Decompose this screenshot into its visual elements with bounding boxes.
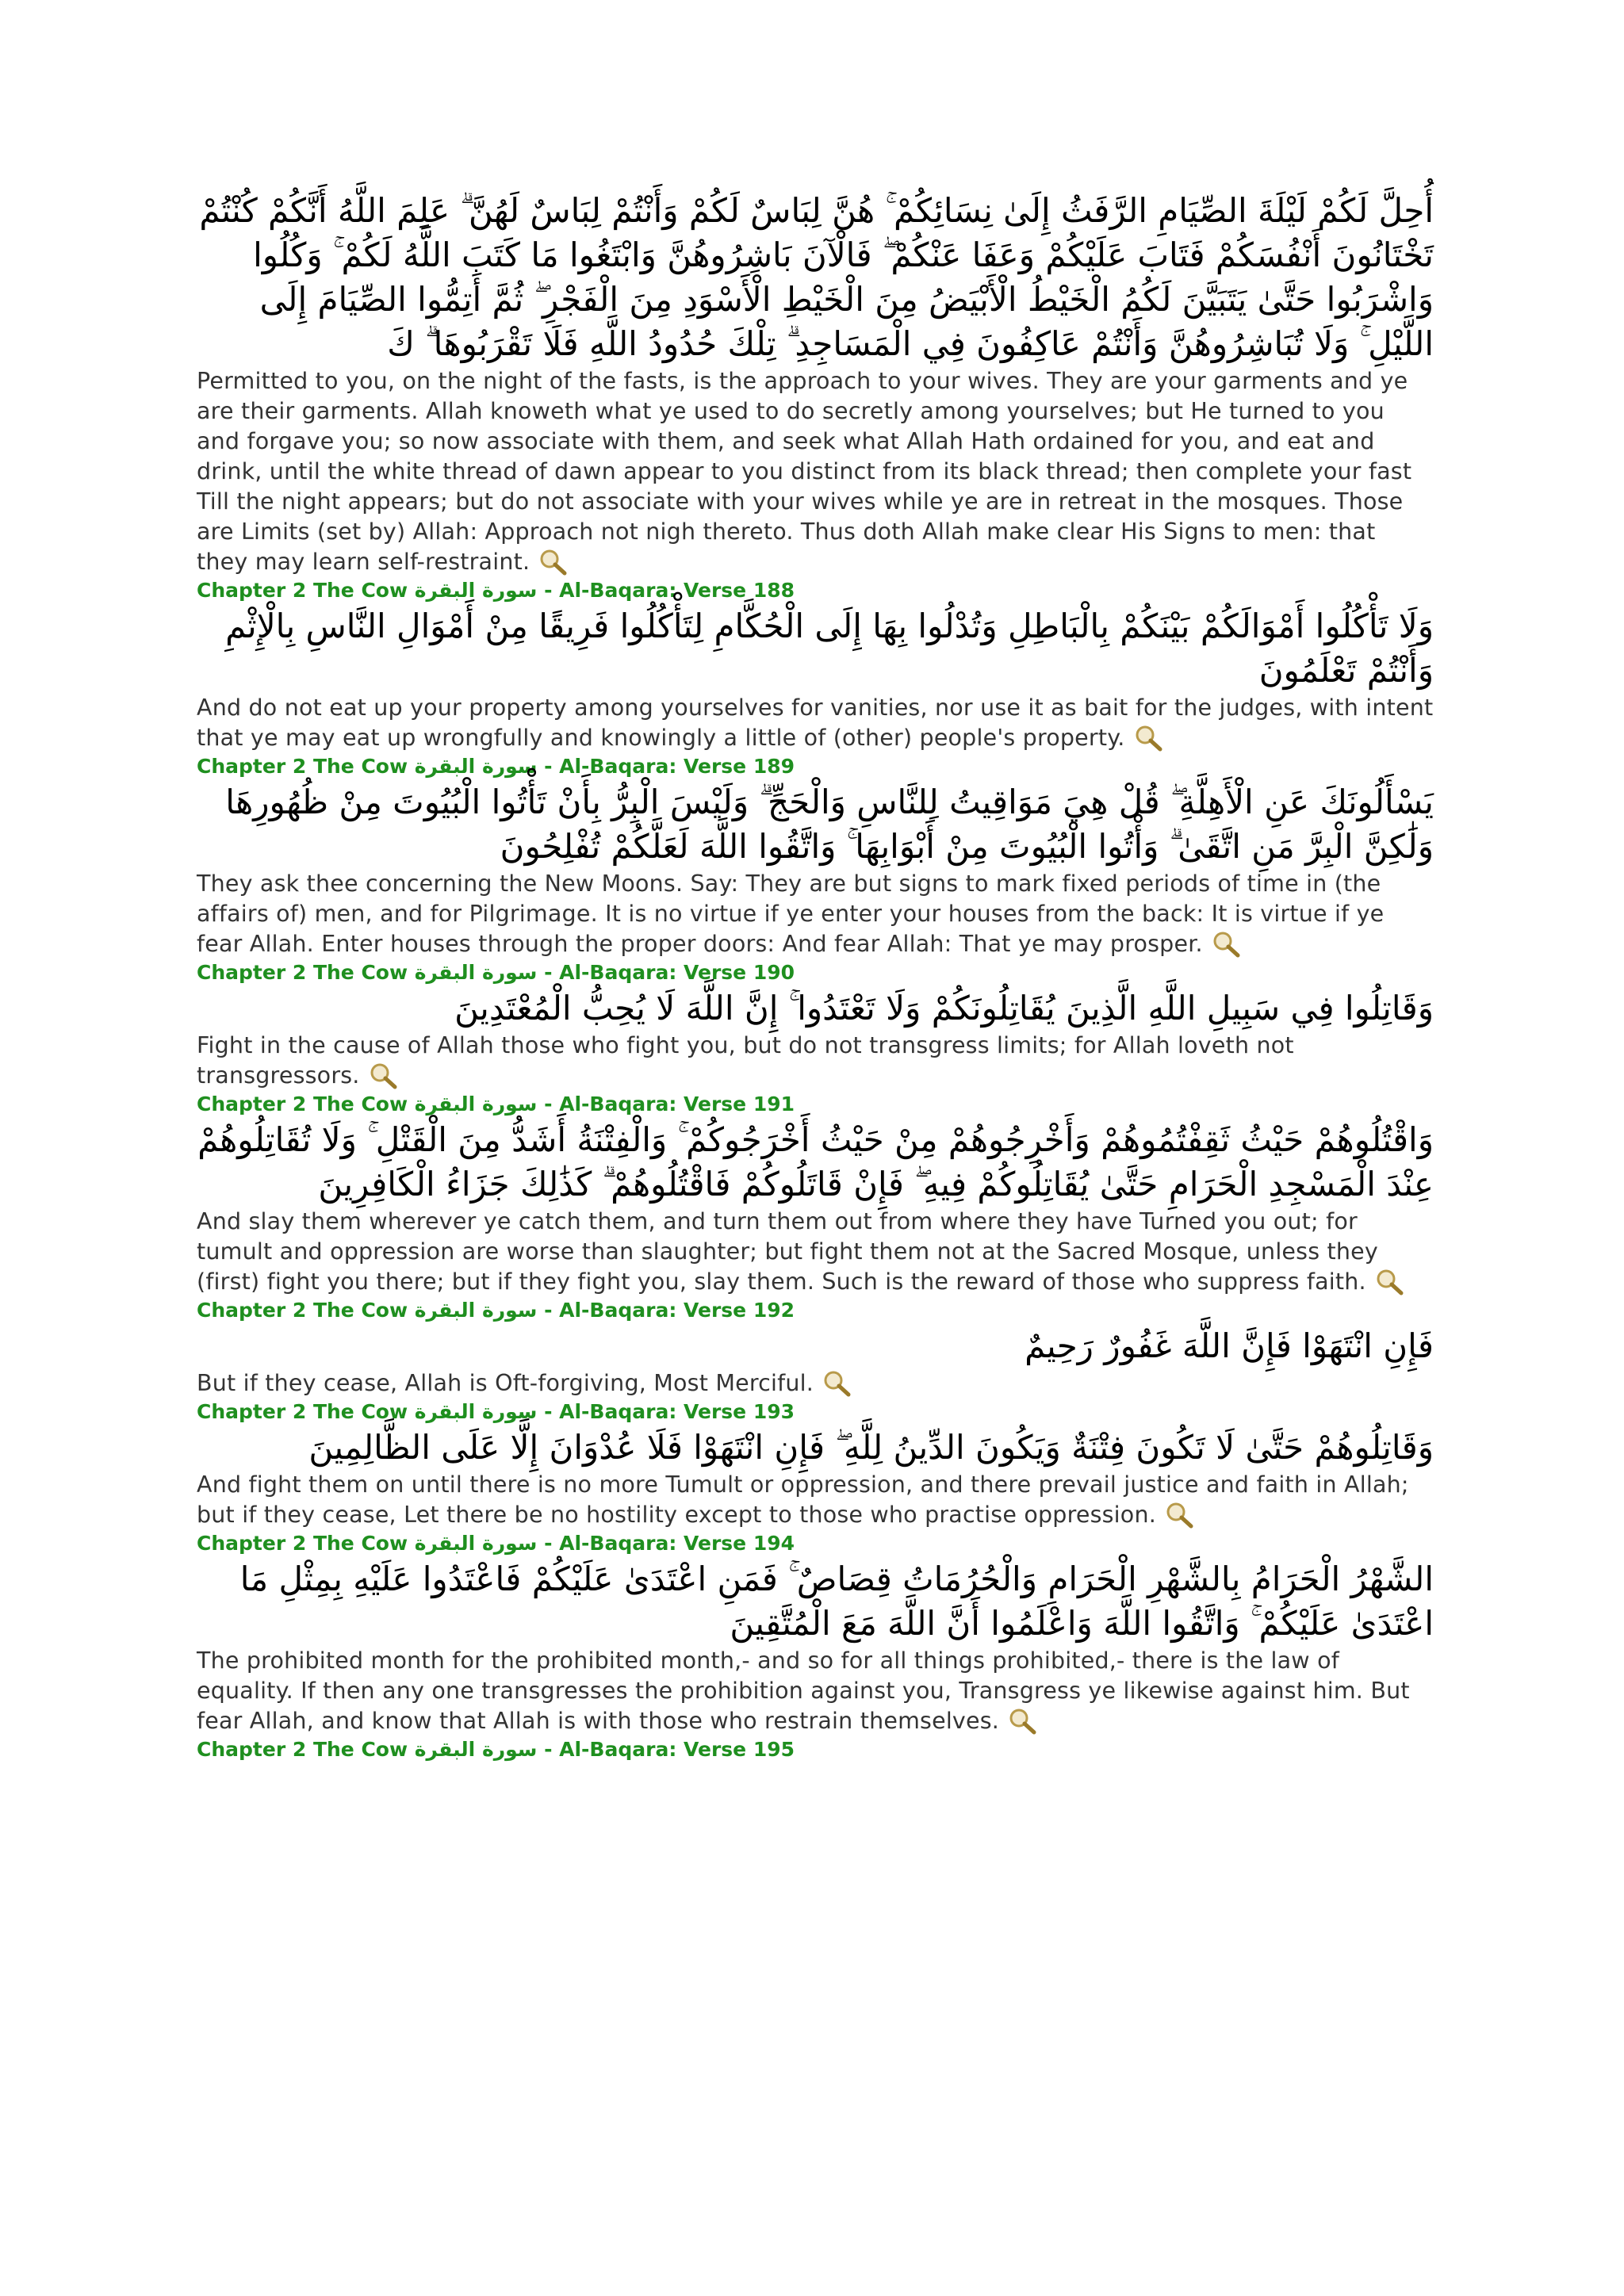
heading-prefix: Chapter 2 The Cow bbox=[197, 1532, 415, 1555]
magnifier-icon[interactable] bbox=[1212, 931, 1242, 958]
heading-prefix: Chapter 2 The Cow bbox=[197, 1738, 415, 1761]
verse-block bbox=[197, 1425, 1434, 1557]
heading-prefix: Chapter 2 The Cow bbox=[197, 1299, 415, 1322]
translation-text bbox=[197, 366, 1434, 577]
magnifier-icon[interactable] bbox=[369, 1062, 399, 1089]
heading-surah-arabic: سورة البقرة bbox=[414, 1400, 538, 1423]
magnifier-icon[interactable] bbox=[1008, 1708, 1038, 1735]
translation-text bbox=[197, 1368, 1434, 1399]
arabic-verse-text: يَسْأَلُونَكَ عَنِ الْأَهِلَّةِ ۖ قُلْ هِيَ مَوَاقِيتُ لِلنَّاسِ وَالْحَجِّ ۗ وَلَيْسَ الْبِرُّ بِأَنْ تَأْتُوا الْبُيُوتَ مِنْ ظُهُورِهَا وَلَٰكِنَّ الْبِرَّ مَنِ اتَّقَىٰ ۗ وَأْتُوا الْبُيُوتَ مِنْ أَبْوَابِهَا ۚ وَاتَّقُوا اللَّهَ لَعَلَّكُمْ تُفْلِحُونَ bbox=[225, 783, 1434, 866]
heading-suffix: - Al-Baqara: Verse 189 bbox=[537, 755, 795, 778]
verse-block bbox=[197, 1557, 1434, 1763]
translation-body: The prohibited month for the prohibited month,- and so for all things prohibited,- there is the law of equality. If then any one transgresses the prohibition against you, Transgress ye likewise against him. But fear Allah, and know that Allah is with those who restrain themselves. bbox=[197, 1647, 1410, 1734]
translation-body: They ask thee concerning the New Moons. Say: They are but signs to mark fixed periods of time in (the affairs of) men, and for Pilgrimage. It is no virtue if ye enter your houses from the back: It is virtue if ye fear Allah. Enter houses through the proper doors: And fear Allah: That ye may prosper. bbox=[197, 871, 1385, 957]
verse-block bbox=[197, 189, 1434, 604]
magnifier-icon[interactable] bbox=[1165, 1502, 1195, 1529]
translation-text bbox=[197, 1470, 1434, 1530]
heading-surah-arabic: سورة البقرة bbox=[414, 1093, 538, 1115]
heading-prefix: Chapter 2 The Cow bbox=[197, 1400, 415, 1423]
heading-prefix: Chapter 2 The Cow bbox=[197, 579, 415, 602]
verse-heading[interactable] bbox=[197, 577, 1434, 604]
arabic-verse-text: الشَّهْرُ الْحَرَامُ بِالشَّهْرِ الْحَرَامِ وَالْحُرُمَاتُ قِصَاصٌ ۚ فَمَنِ اعْتَدَىٰ عَلَيْكُمْ فَاعْتَدُوا عَلَيْهِ بِمِثْلِ مَا اعْتَدَىٰ عَلَيْكُمْ ۚ وَاتَّقُوا اللَّهَ وَاعْلَمُوا أَنَّ اللَّهَ مَعَ الْمُتَّقِينَ bbox=[239, 1559, 1434, 1643]
heading-suffix: - Al-Baqara: Verse 191 bbox=[537, 1093, 795, 1115]
heading-suffix: - Al-Baqara: Verse 188 bbox=[537, 579, 795, 602]
heading-suffix: - Al-Baqara: Verse 193 bbox=[537, 1400, 795, 1423]
verse-block bbox=[197, 1324, 1434, 1425]
arabic-verse-text: وَاقْتُلُوهُمْ حَيْثُ ثَقِفْتُمُوهُمْ وَأَخْرِجُوهُمْ مِنْ حَيْثُ أَخْرَجُوكُمْ ۚ وَالْفِتْنَةُ أَشَدُّ مِنَ الْقَتْلِ ۚ وَلَا تُقَاتِلُوهُمْ عِنْدَ الْمَسْجِدِ الْحَرَامِ حَتَّىٰ يُقَاتِلُوكُمْ فِيهِ ۖ فَإِنْ قَاتَلُوكُمْ فَاقْتُلُوهُمْ ۗ كَذَٰلِكَ جَزَاءُ الْكَافِرِينَ bbox=[197, 1120, 1434, 1203]
verse-heading[interactable] bbox=[197, 1297, 1434, 1324]
translation-text bbox=[197, 693, 1434, 753]
verse-block bbox=[197, 986, 1434, 1118]
translation-body: Fight in the cause of Allah those who fight you, but do not transgress limits; for Allah loveth not transgressors. bbox=[197, 1032, 1294, 1089]
heading-surah-arabic: سورة البقرة bbox=[414, 1738, 538, 1761]
heading-suffix: - Al-Baqara: Verse 192 bbox=[537, 1299, 795, 1322]
heading-suffix: - Al-Baqara: Verse 190 bbox=[537, 961, 795, 984]
translation-text bbox=[197, 1031, 1434, 1091]
heading-prefix: Chapter 2 The Cow bbox=[197, 1093, 415, 1115]
magnifier-icon[interactable] bbox=[822, 1370, 852, 1397]
arabic-verse-text: وَقَاتِلُوا فِي سَبِيلِ اللَّهِ الَّذِينَ يُقَاتِلُونَكُمْ وَلَا تَعْتَدُوا ۚ إِنَّ اللَّهَ لَا يُحِبُّ الْمُعْتَدِينَ bbox=[454, 989, 1434, 1027]
verse-heading[interactable] bbox=[197, 1530, 1434, 1557]
translation-body: And slay them wherever ye catch them, and turn them out from where they have Turned you out; for tumult and oppression are worse than slaughter; but fight them not at the Sacred Mosque, unless they (first) fight you there; but if they fight you, slay them. Such is the reward of those who suppress faith. bbox=[197, 1208, 1378, 1295]
translation-text bbox=[197, 1207, 1434, 1297]
heading-surah-arabic: سورة البقرة bbox=[414, 579, 538, 602]
verse-heading[interactable] bbox=[197, 1091, 1434, 1118]
verse-block bbox=[197, 780, 1434, 986]
magnifier-icon[interactable] bbox=[1375, 1269, 1405, 1295]
heading-surah-arabic: سورة البقرة bbox=[414, 755, 538, 778]
heading-surah-arabic: سورة البقرة bbox=[414, 1532, 538, 1555]
translation-body: And do not eat up your property among yourselves for vanities, nor use it as bait for the judges, with intent that ye may eat up wrongfully and knowingly a little of (other) people's property. bbox=[197, 695, 1434, 751]
verse-block bbox=[197, 1118, 1434, 1324]
verse-block bbox=[197, 604, 1434, 780]
translation-text bbox=[197, 1646, 1434, 1736]
heading-suffix: - Al-Baqara: Verse 195 bbox=[537, 1738, 795, 1761]
translation-body: But if they cease, Allah is Oft-forgiving, Most Merciful. bbox=[197, 1370, 814, 1396]
translation-text bbox=[197, 869, 1434, 959]
verse-heading[interactable] bbox=[197, 959, 1434, 986]
arabic-verse-text: وَقَاتِلُوهُمْ حَتَّىٰ لَا تَكُونَ فِتْنَةٌ وَيَكُونَ الدِّينُ لِلَّهِ ۖ فَإِنِ انْتَهَوْا فَلَا عُدْوَانَ إِلَّا عَلَى الظَّالِمِينَ bbox=[308, 1428, 1434, 1467]
heading-prefix: Chapter 2 The Cow bbox=[197, 961, 415, 984]
translation-body: And fight them on until there is no more Tumult or oppression, and there prevail justice and faith in Allah; but if they cease, Let there be no hostility except to those who practise oppression. bbox=[197, 1471, 1409, 1528]
magnifier-icon[interactable] bbox=[1134, 725, 1164, 752]
arabic-verse-text: وَلَا تَأْكُلُوا أَمْوَالَكُمْ بَيْنَكُمْ بِالْبَاطِلِ وَتُدْلُوا بِهَا إِلَى الْحُكَّامِ لِتَأْكُلُوا فَرِيقًا مِنْ أَمْوَالِ النَّاسِ بِالْإِثْمِ وَأَنْتُمْ تَعْلَمُونَ bbox=[225, 607, 1434, 690]
arabic-verse-text: أُحِلَّ لَكُمْ لَيْلَةَ الصِّيَامِ الرَّفَثُ إِلَىٰ نِسَائِكُمْ ۚ هُنَّ لِبَاسٌ لَكُمْ وَأَنْتُمْ لِبَاسٌ لَهُنَّ ۗ عَلِمَ اللَّهُ أَنَّكُمْ كُنْتُمْ تَخْتَانُونَ أَنْفُسَكُمْ فَتَابَ عَلَيْكُمْ وَعَفَا عَنْكُمْ ۖ فَالْآنَ بَاشِرُوهُنَّ وَابْتَغُوا مَا كَتَبَ اللَّهُ لَكُمْ ۚ وَكُلُوا وَاشْرَبُوا حَتَّىٰ يَتَبَيَّنَ لَكُمُ الْخَيْطُ الْأَبْيَضُ مِنَ الْخَيْطِ الْأَسْوَدِ مِنَ الْفَجْرِ ۖ ثُمَّ أَتِمُّوا الصِّيَامَ إِلَى اللَّيْلِ ۚ وَلَا تُبَاشِرُوهُنَّ وَأَنْتُمْ عَاكِفُونَ فِي الْمَسَاجِدِ ۗ تِلْكَ حُدُودُ اللَّهِ فَلَا تَقْرَبُوهَا ۗ كَ bbox=[199, 191, 1434, 363]
heading-surah-arabic: سورة البقرة bbox=[414, 961, 538, 984]
heading-prefix: Chapter 2 The Cow bbox=[197, 755, 415, 778]
arabic-verse-text: فَإِنِ انْتَهَوْا فَإِنَّ اللَّهَ غَفُورٌ رَحِيمٌ bbox=[1025, 1326, 1434, 1365]
magnifier-icon[interactable] bbox=[538, 549, 569, 576]
heading-surah-arabic: سورة البقرة bbox=[414, 1299, 538, 1322]
translation-body: Permitted to you, on the night of the fasts, is the approach to your wives. They are your garments and ye are their garments. Allah knoweth what ye used to do secretly among yourselves; but He turned to you and forgave you; so now associate with them, and seek what Allah Hath ordained for you, and eat and drink, until the white thread of dawn appear to you distinct from its black thread; then complete your fast Till the night appears; but do not associate with your wives while ye are in retreat in the mosques. Those are Limits (set by) Allah: Approach not nigh thereto. Thus doth Allah make clear His Signs to men: that they may learn self-restraint. bbox=[197, 368, 1412, 575]
verse-list bbox=[197, 189, 1434, 1763]
heading-suffix: - Al-Baqara: Verse 194 bbox=[537, 1532, 795, 1555]
verse-heading[interactable] bbox=[197, 1736, 1434, 1763]
verse-heading[interactable] bbox=[197, 1399, 1434, 1425]
verse-heading[interactable] bbox=[197, 753, 1434, 780]
